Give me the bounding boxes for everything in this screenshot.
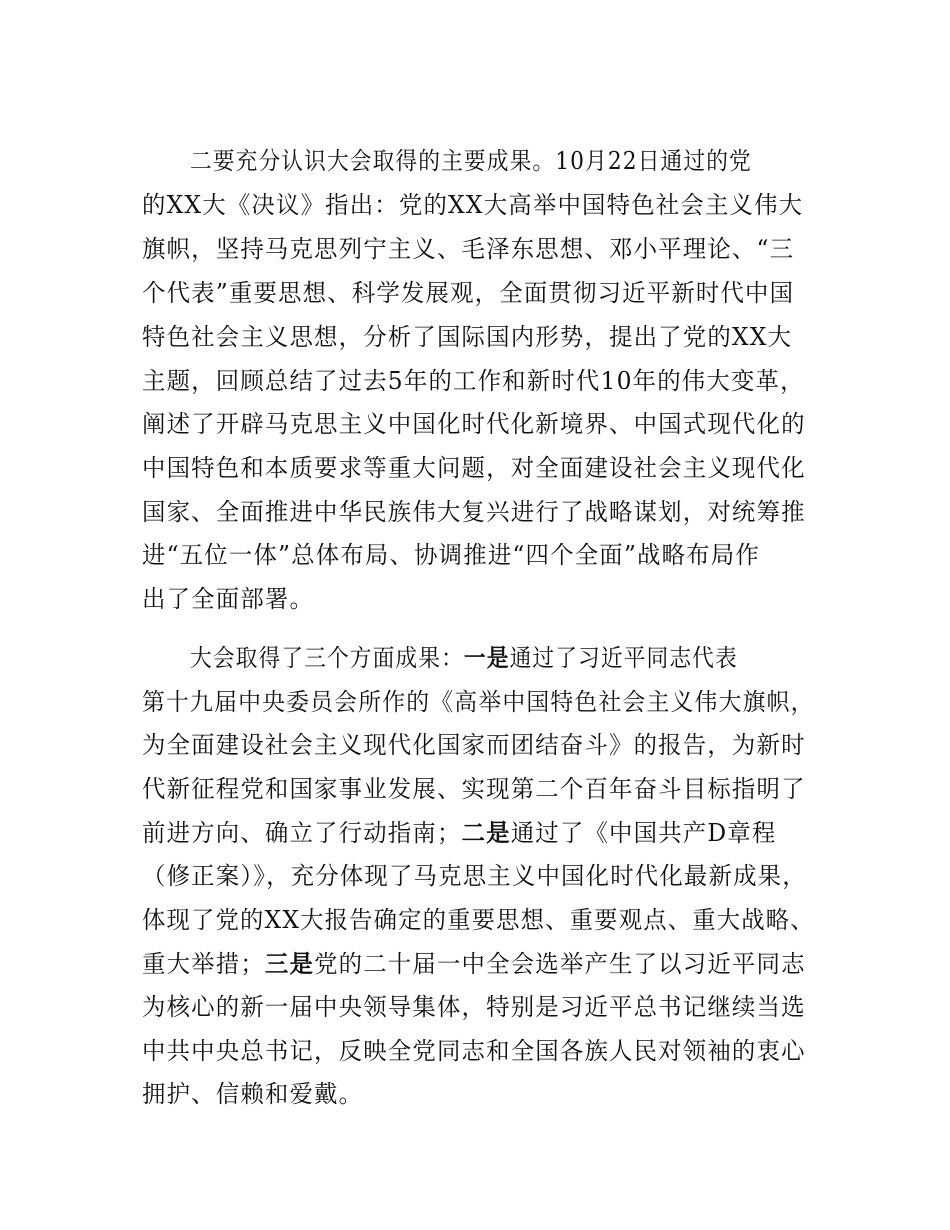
paragraph-1-line: 的XX大《决议》指出：党的XX大高举中国特色社会主义伟大 [142, 191, 804, 219]
paragraph-2-line: 中共中央总书记，反映全党同志和全国各族人民对领袖的衷心 [142, 1037, 806, 1065]
paragraph-2-line: 为全面建设社会主义现代化国家而团结奋斗》的报告，为新时 [142, 731, 806, 759]
paragraph-2-line: 第十九届中央委员会所作的《高举中国特色社会主义伟大旗帜， [142, 688, 815, 716]
paragraph-1-line: 国家、全面推进中华民族伟大复兴进行了战略谋划，对统筹推 [142, 498, 806, 526]
paragraph-1-line: 特色社会主义思想，分析了国际国内形势，提出了党的XX大 [142, 323, 793, 351]
paragraph-2-text: 前进方向、确立了行动指南； [142, 819, 462, 847]
paragraph-2-text: 通过了《中国共产D章程 [510, 819, 777, 847]
paragraph-1-line: 二要充分认识大会取得的主要成果。10月22日通过的党 [190, 147, 752, 175]
paragraph-2-line [142, 816, 815, 850]
paragraph-1-line: 出了全面部署。 [142, 585, 315, 613]
paragraph-1-line: 中国特色和本质要求等重大问题，对全面建设社会主义现代化 [142, 454, 806, 482]
paragraph-2-text: 党的二十届一中全会选举产生了以习近平同志 [314, 950, 806, 978]
paragraph-2-line: 为核心的新一届中央领导集体，特别是习近平总书记继续当选 [142, 993, 806, 1021]
paragraph-1-line: 旗帜，坚持马克思列宁主义、毛泽东思想、邓小平理论、“三 [142, 235, 795, 263]
point-three-marker: 三是 [264, 949, 315, 978]
paragraph-2-line: 代新征程党和国家事业发展、实现第二个百年奋斗目标指明了 [142, 775, 806, 803]
paragraph-2-line: 体现了党的XX大报告确定的重要思想、重要观点、重大战略、 [142, 906, 815, 934]
paragraph-2-line [142, 947, 815, 981]
paragraph-1-line: 主题，回顾总结了过去5年的工作和新时代10年的伟大变革， [142, 367, 805, 395]
paragraph-1-line: 进“五位一体”总体布局、协调推进“四个全面”战略布局作 [142, 541, 760, 569]
paragraph-2-line: 拥护、信赖和爱戴。 [142, 1080, 364, 1108]
paragraph-2-text: 通过了习近平同志代表 [509, 644, 738, 672]
paragraph-1-line: 个代表”重要思想、科学发展观，全面贯彻习近平新时代中国 [142, 279, 795, 307]
paragraph-2-text: 大会取得了三个方面成果： [190, 644, 464, 672]
point-two-marker: 二是 [461, 818, 511, 847]
paragraph-1-line: 阐述了开辟马克思主义中国化时代化新境界、中国式现代化的 [142, 410, 806, 438]
paragraph-2-text: 重大举措； [142, 950, 265, 978]
paragraph-2-line [190, 641, 815, 675]
point-one-marker: 一是 [463, 643, 510, 672]
paragraph-2-line: （修正案）》，充分体现了马克思主义中国化时代化最新成果， [142, 862, 807, 890]
